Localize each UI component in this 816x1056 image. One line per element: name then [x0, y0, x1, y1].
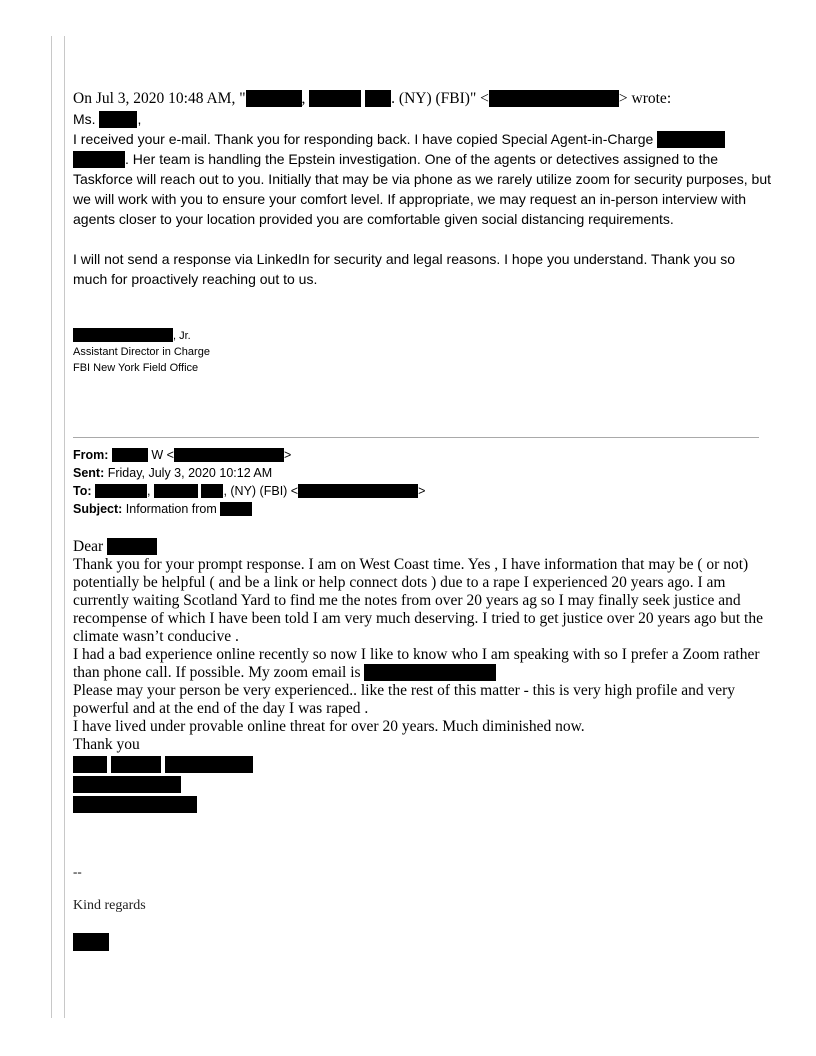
- thanks-line: Thank you: [73, 736, 140, 753]
- redacted-signature-block: [73, 756, 773, 814]
- dear-line: Dear: [73, 538, 773, 556]
- body-paragraph-4: I have lived under provable online threat for over 20 years. Much diminished now.: [73, 718, 585, 735]
- body-paragraph-3: Please may your person be very experienced.. like the rest of this matter - this is very high profile and very powerful and at the end of the day I was raped .: [73, 682, 735, 717]
- redaction: [73, 776, 181, 793]
- redaction: [365, 90, 391, 107]
- redaction: [73, 796, 197, 813]
- original-body: [73, 538, 773, 814]
- redaction: [107, 538, 157, 555]
- body-paragraph-1: Thank you for your prompt response. I am on West Coast time. Yes , I have information that may be ( or not) potentially be helpful ( and be a link or help connect dots ) due to a rape I experienced 20 years ago. I am currently waiting Scotland Yard to find me the notes from over 20 years ag so I may finally seek justice and recompense of which I have been told I am very much deserving. I tried to get justice over 20 years ago but the climate wasn’t conducive .: [73, 556, 763, 645]
- margin-line-left: [51, 36, 52, 1018]
- from-line: From: W < >: [73, 448, 292, 462]
- redaction: [657, 131, 725, 148]
- redaction: [174, 448, 284, 462]
- kind-regards: Kind regards: [73, 898, 146, 913]
- reply-signature: , Jr. Assistant Director in Charge FBI New York Field Office: [73, 328, 773, 376]
- body-paragraph-2: I had a bad experience online recently so now I like to know who I am speaking with so I prefer a Zoom rather than phone call. If possible. My zoom email is: [73, 646, 760, 681]
- redaction: [111, 756, 161, 773]
- redaction: [220, 502, 252, 516]
- redaction: [246, 90, 302, 107]
- redaction: [489, 90, 619, 107]
- reply-body: [73, 109, 773, 289]
- original-headers: [73, 446, 773, 518]
- signature-office: FBI New York Field Office: [73, 362, 199, 374]
- redaction: [364, 664, 496, 681]
- redaction: [99, 111, 137, 128]
- to-line: To: , , (NY) (FBI) < >: [73, 484, 426, 498]
- redaction: [154, 484, 198, 498]
- reply-paragraph-2: I will not send a response via LinkedIn for security and legal reasons. I hope you understand. Thank you so much for proactively reaching out to us.: [73, 251, 736, 287]
- redaction: [165, 756, 253, 773]
- sent-line: Sent: Friday, July 3, 2020 10:12 AM: [73, 466, 273, 480]
- dashes: --: [73, 864, 82, 879]
- redaction: [112, 448, 148, 462]
- redaction: [73, 756, 107, 773]
- redaction: [73, 151, 125, 168]
- reply-greeting: Ms. ,: [73, 111, 142, 127]
- signature-title: Assistant Director in Charge: [73, 346, 210, 358]
- margin-line-right: [64, 36, 65, 1018]
- divider: [73, 437, 759, 438]
- redaction: [73, 933, 109, 951]
- subject-line: Subject: Information from: [73, 500, 773, 518]
- redaction: [309, 90, 361, 107]
- redaction: [201, 484, 223, 498]
- redaction: [73, 328, 173, 342]
- reply-header: On Jul 3, 2020 10:48 AM, " , . (NY) (FBI)" < > wrote:: [73, 90, 672, 107]
- reply-paragraph-1: I received your e-mail. Thank you for responding back. I have copied Special Agent-in-Charge . Her team is handling the Epstein investigation. One of the agents or detectives assigned to the Taskforce will reach out to you. Initially that may be via phone as we rarely utilize zoom for security purposes, but we will work with you to ensure your comfort level. If appropriate, we may request an in-person interview with agents closer to your location provided you are comfortable given social distancing requirements.: [73, 131, 771, 227]
- redaction: [95, 484, 147, 498]
- redaction: [298, 484, 418, 498]
